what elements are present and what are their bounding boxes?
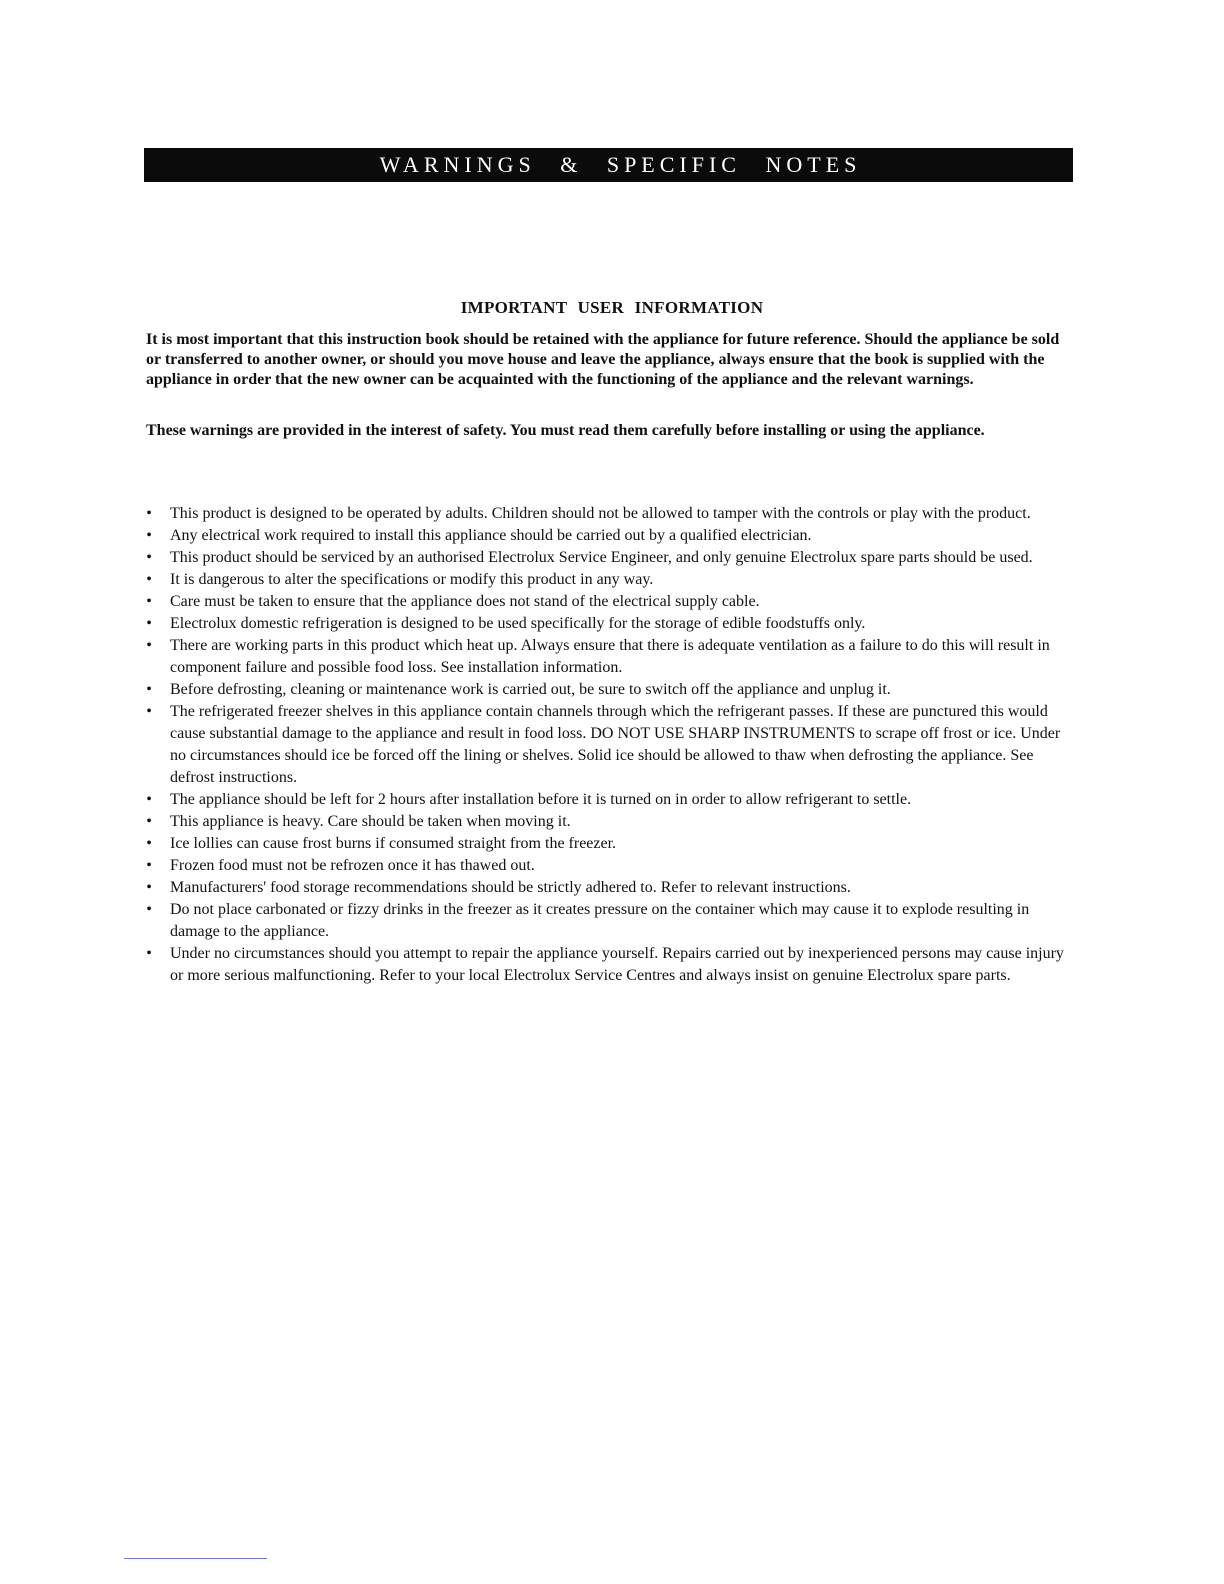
warning-text: Before defrosting, cleaning or maintenance work is carried out, be sure to switch off the appliance and unplug it.: [170, 681, 891, 698]
bullet-icon: •: [146, 571, 152, 588]
warning-text: Do not place carbonated or fizzy drinks in the freezer as it creates pressure on the container which may cause it to explode resulting in damage to the appliance.: [170, 901, 1030, 940]
warning-text: Under no circumstances should you attempt to repair the appliance yourself. Repairs carried out by inexperienced persons may cause injury or more serious malfunctioning. Refer to your local Electrolux Service Centres and always insist on genuine Electrolux spare parts.: [170, 945, 1064, 984]
page-heading: WARNINGS & SPECIFIC NOTES: [379, 152, 862, 177]
warning-text: It is dangerous to alter the specifications or modify this product in any way.: [170, 571, 654, 588]
warning-item: [142, 679, 1076, 701]
warnings-list: [142, 503, 1076, 987]
bullet-icon: •: [146, 901, 152, 918]
warning-item: [142, 899, 1076, 943]
warning-item: [142, 833, 1076, 855]
warning-text: Ice lollies can cause frost burns if consumed straight from the freezer.: [170, 835, 617, 852]
header-bar: [144, 148, 1073, 182]
warning-item: [142, 701, 1076, 789]
bullet-icon: •: [146, 637, 152, 654]
warning-item: [142, 613, 1076, 635]
bullet-icon: •: [146, 857, 152, 874]
intro-paragraph: These warnings are provided in the interest of safety. You must read them carefully before installing or using the appliance.: [146, 422, 985, 439]
bullet-icon: •: [146, 879, 152, 896]
warning-item: [142, 635, 1076, 679]
section-title: IMPORTANT USER INFORMATION: [460, 298, 764, 317]
warning-item: [142, 547, 1076, 569]
bullet-icon: •: [146, 593, 152, 610]
footer-divider: [124, 1558, 267, 1559]
bullet-icon: •: [146, 835, 152, 852]
warning-text: Electrolux domestic refrigeration is designed to be used specifically for the storage of edible foodstuffs only.: [170, 615, 866, 632]
bullet-icon: •: [146, 615, 152, 632]
warning-text: Any electrical work required to install this appliance should be carried out by a qualified electrician.: [170, 527, 812, 544]
warning-item: [142, 877, 1076, 899]
warning-text: This product should be serviced by an authorised Electrolux Service Engineer, and only genuine Electrolux spare parts should be used.: [170, 549, 1033, 566]
bullet-icon: •: [146, 527, 152, 544]
warning-text: Frozen food must not be refrozen once it has thawed out.: [170, 857, 535, 874]
warning-item: [142, 591, 1076, 613]
bullet-icon: •: [146, 791, 152, 808]
warning-text: There are working parts in this product which heat up. Always ensure that there is adequate ventilation as a failure to do this will result in component failure and possible food loss. See installation information.: [170, 637, 1050, 676]
warning-text: Care must be taken to ensure that the appliance does not stand of the electrical supply cable.: [170, 593, 760, 610]
intro-paragraph: It is most important that this instruction book should be retained with the appliance for future reference. Should the appliance be sold or transferred to another owner, or should you move house and leave the appliance, always ensure that the book is supplied with the appliance in order that the new owner can be acquainted with the functioning of the appliance and the relevant warnings.: [146, 331, 1060, 388]
bullet-icon: •: [146, 681, 152, 698]
warning-text: The appliance should be left for 2 hours after installation before it is turned on in order to allow refrigerant to settle.: [170, 791, 912, 808]
bullet-icon: •: [146, 549, 152, 566]
warning-item: [142, 943, 1076, 987]
bullet-icon: •: [146, 505, 152, 522]
warning-item: [142, 569, 1076, 591]
warning-item: [142, 811, 1076, 833]
bullet-icon: •: [146, 945, 152, 962]
warning-item: [142, 503, 1076, 525]
bullet-icon: •: [146, 703, 152, 720]
warning-text: Manufacturers' food storage recommendations should be strictly adhered to. Refer to relevant instructions.: [170, 879, 851, 896]
warning-item: [142, 789, 1076, 811]
warning-text: The refrigerated freezer shelves in this appliance contain channels through which the refrigerant passes. If these are punctured this would cause substantial damage to the appliance and result in food loss. DO NOT USE SHARP INSTRUMENTS to scrape off frost or ice. Under no circumstances should ice be forced off the lining or shelves. Solid ice should be allowed to thaw when defrosting the appliance. See defrost instructions.: [170, 703, 1061, 786]
warning-item: [142, 525, 1076, 547]
warning-item: [142, 855, 1076, 877]
bullet-icon: •: [146, 813, 152, 830]
warning-text: This product is designed to be operated by adults. Children should not be allowed to tamper with the controls or play with the product.: [170, 505, 1031, 522]
warning-text: This appliance is heavy. Care should be taken when moving it.: [170, 813, 571, 830]
